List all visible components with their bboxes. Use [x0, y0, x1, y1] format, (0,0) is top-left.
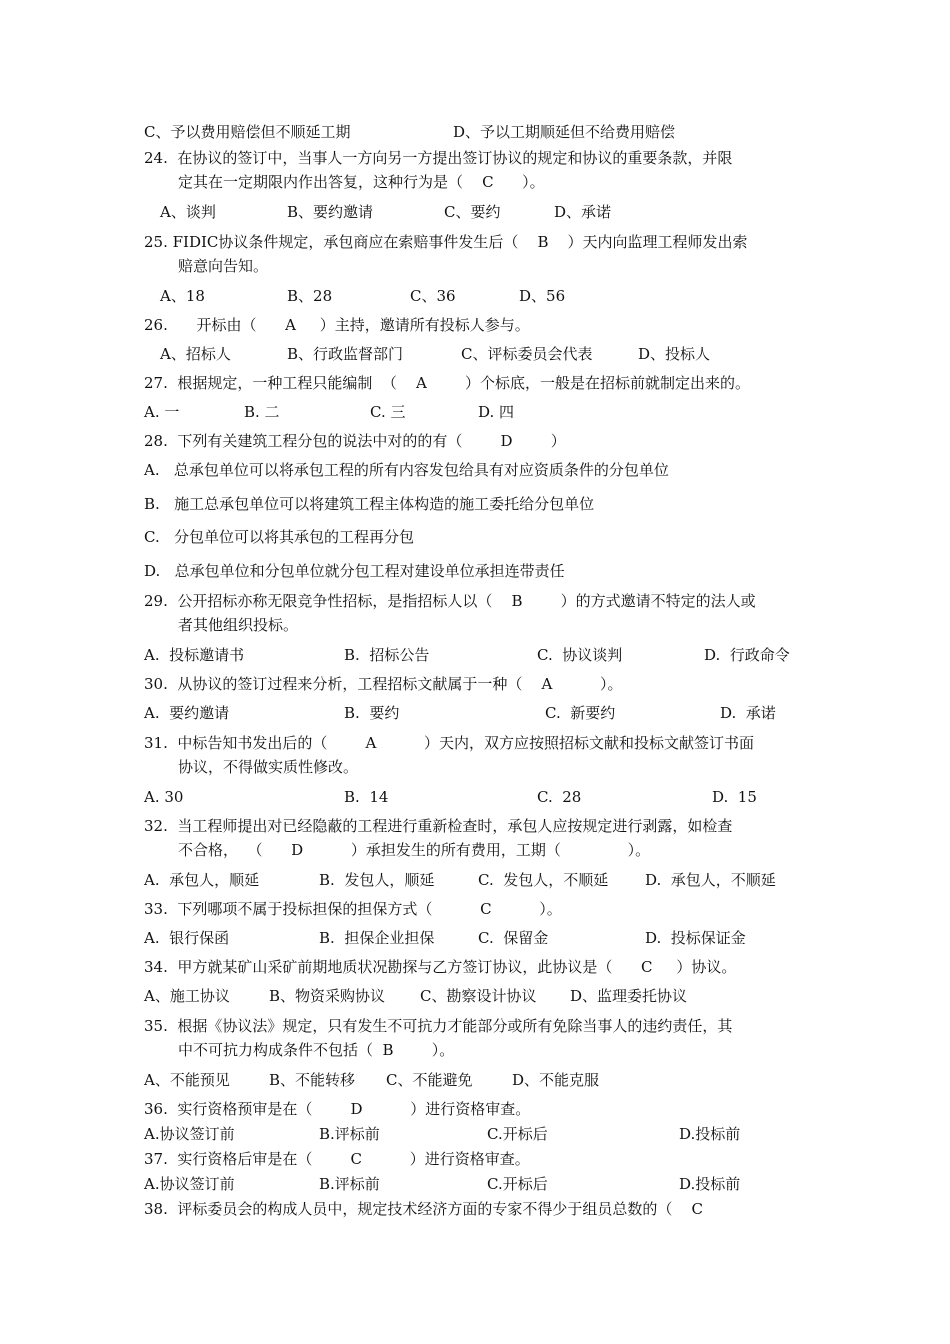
q26-option-c: C、评标委员会代表 — [461, 345, 593, 363]
q35-option-a: A、不能预见 — [144, 1071, 230, 1089]
q35-line2: 中不可抗力构成条件不包括（ B ）。 — [178, 1041, 455, 1059]
q34-option-c: C、勘察设计协议 — [420, 987, 537, 1005]
q37-line1: 37. 实行资格后审是在（ C ）进行资格审查。 — [144, 1150, 530, 1168]
q25-line2: 赔意向告知。 — [178, 257, 269, 275]
q25-option-b: B、28 — [287, 287, 333, 305]
q37-option-b: B.评标前 — [319, 1175, 380, 1193]
q28-option-b: B. 施工总承包单位可以将建筑工程主体构造的施工委托给分包单位 — [144, 495, 595, 513]
q27-option-a: A. 一 — [144, 403, 180, 421]
q32-option-c: C. 发包人，不顺延 — [478, 871, 609, 889]
q30-option-a: A. 要约邀请 — [144, 704, 230, 722]
q25-option-c: C、36 — [410, 287, 456, 305]
q33-line1: 33. 下列哪项不属于投标担保的担保方式（ C ）。 — [144, 900, 562, 918]
q24-line2: 定其在一定期限内作出答复，这种行为是（ C ）。 — [178, 173, 545, 191]
q36-option-c: C.开标后 — [487, 1125, 548, 1143]
q36-option-b: B.评标前 — [319, 1125, 380, 1143]
q31-option-a: A. 30 — [144, 788, 184, 806]
q31-option-b: B. 14 — [344, 788, 389, 806]
q24-line1: 24. 在协议的签订中，当事人一方向另一方提出签订协议的规定和协议的重要条款，并限 — [144, 149, 733, 167]
q26-option-a: A、招标人 — [160, 345, 231, 363]
q27-option-b: B. 二 — [244, 403, 280, 421]
q31-option-d: D. 15 — [712, 788, 757, 806]
q27-option-d: D. 四 — [478, 403, 515, 421]
q38-line1: 38. 评标委员会的构成人员中，规定技术经济方面的专家不得少于组员总数的（ C — [144, 1200, 703, 1218]
q25-option-d: D、56 — [519, 287, 566, 305]
q36-option-d: D.投标前 — [679, 1125, 741, 1143]
q36-line1: 36. 实行资格预审是在（ D ）进行资格审查。 — [144, 1100, 531, 1118]
q31-option-c: C. 28 — [537, 788, 582, 806]
q27-option-c: C. 三 — [370, 403, 406, 421]
q24-option-a: A、谈判 — [160, 203, 216, 221]
q33-option-a: A. 银行保函 — [144, 929, 230, 947]
q32-option-b: B. 发包人，顺延 — [319, 871, 435, 889]
q33-option-d: D. 投标保证金 — [645, 929, 746, 947]
q29-option-b: B. 招标公告 — [344, 646, 430, 664]
q30-option-b: B. 要约 — [344, 704, 400, 722]
q28-line1: 28. 下列有关建筑工程分包的说法中对的的有（ D ） — [144, 432, 566, 450]
q35-option-b: B、不能转移 — [269, 1071, 356, 1089]
q34-line1: 34. 甲方就某矿山采矿前期地质状况勘探与乙方签订协议，此协议是（ C ）协议。 — [144, 958, 737, 976]
q34-option-b: B、物资采购协议 — [269, 987, 386, 1005]
q24-option-b: B、要约邀请 — [287, 203, 374, 221]
q33-option-c: C. 保留金 — [478, 929, 549, 947]
q35-option-d: D、不能克服 — [512, 1071, 600, 1089]
q32-option-d: D. 承包人，不顺延 — [645, 871, 776, 889]
q35-line1: 35. 根据《协议法》规定，只有发生不可抗力才能部分或所有免除当事人的违约责任，其 — [144, 1017, 733, 1035]
q27-line1: 27. 根据规定，一种工程只能编制 （ A ）个标底，一般是在招标前就制定出来的。 — [144, 374, 750, 392]
q26-option-d: D、投标人 — [638, 345, 711, 363]
q29-line1: 29. 公开招标亦称无限竞争性招标，是指招标人以（ B ）的方式邀请不特定的法人或 — [144, 592, 756, 610]
q37-option-d: D.投标前 — [679, 1175, 741, 1193]
q28-option-d: D. 总承包单位和分包单位就分包工程对建设单位承担连带责任 — [144, 562, 565, 580]
q31-line2: 协议，不得做实质性修改。 — [178, 758, 359, 776]
top-option-c: C、予以费用赔偿但不顺延工期 — [144, 123, 351, 141]
q37-option-a: A.协议签订前 — [144, 1175, 235, 1193]
q30-line1: 30. 从协议的签订过程来分析，工程招标文献属于一种（ A ）。 — [144, 675, 623, 693]
q32-line1: 32. 当工程师提出对已经隐蔽的工程进行重新检查时，承包人应按规定进行剥露，如检查 — [144, 817, 733, 835]
q29-line2: 者其他组织投标。 — [178, 616, 299, 634]
q31-line1: 31. 中标告知书发出后的（ A ）天内，双方应按照招标文献和投标文献签订书面 — [144, 734, 755, 752]
q36-option-a: A.协议签订前 — [144, 1125, 235, 1143]
q29-option-c: C. 协议谈判 — [537, 646, 623, 664]
q30-option-c: C. 新要约 — [545, 704, 616, 722]
q32-option-a: A. 承包人，顺延 — [144, 871, 260, 889]
q26-line1: 26. 开标由（ A ）主持，邀请所有投标人参与。 — [144, 316, 530, 334]
q25-line1: 25. FIDIC协议条件规定，承包商应在索赔事件发生后（ B ）天内向监理工程师发出索 — [144, 233, 748, 251]
q25-option-a: A、18 — [160, 287, 205, 305]
q28-option-a: A. 总承包单位可以将承包工程的所有内容发包给具有对应资质条件的分包单位 — [144, 461, 669, 479]
q30-option-d: D. 承诺 — [720, 704, 776, 722]
q34-option-d: D、监理委托协议 — [570, 987, 688, 1005]
q37-option-c: C.开标后 — [487, 1175, 548, 1193]
q29-option-a: A. 投标邀请书 — [144, 646, 245, 664]
q28-option-c: C. 分包单位可以将其承包的工程再分包 — [144, 528, 415, 546]
q24-option-c: C、要约 — [444, 203, 501, 221]
q35-option-c: C、不能避免 — [386, 1071, 473, 1089]
q24-option-d: D、承诺 — [554, 203, 612, 221]
q34-option-a: A、施工协议 — [144, 987, 230, 1005]
q33-option-b: B. 担保企业担保 — [319, 929, 435, 947]
q26-option-b: B、行政监督部门 — [287, 345, 404, 363]
q29-option-d: D. 行政命令 — [704, 646, 790, 664]
q32-line2: 不合格， （ D ）承担发生的所有费用，工期（ ）。 — [178, 841, 651, 859]
top-option-d: D、予以工期顺延但不给费用赔偿 — [453, 123, 676, 141]
